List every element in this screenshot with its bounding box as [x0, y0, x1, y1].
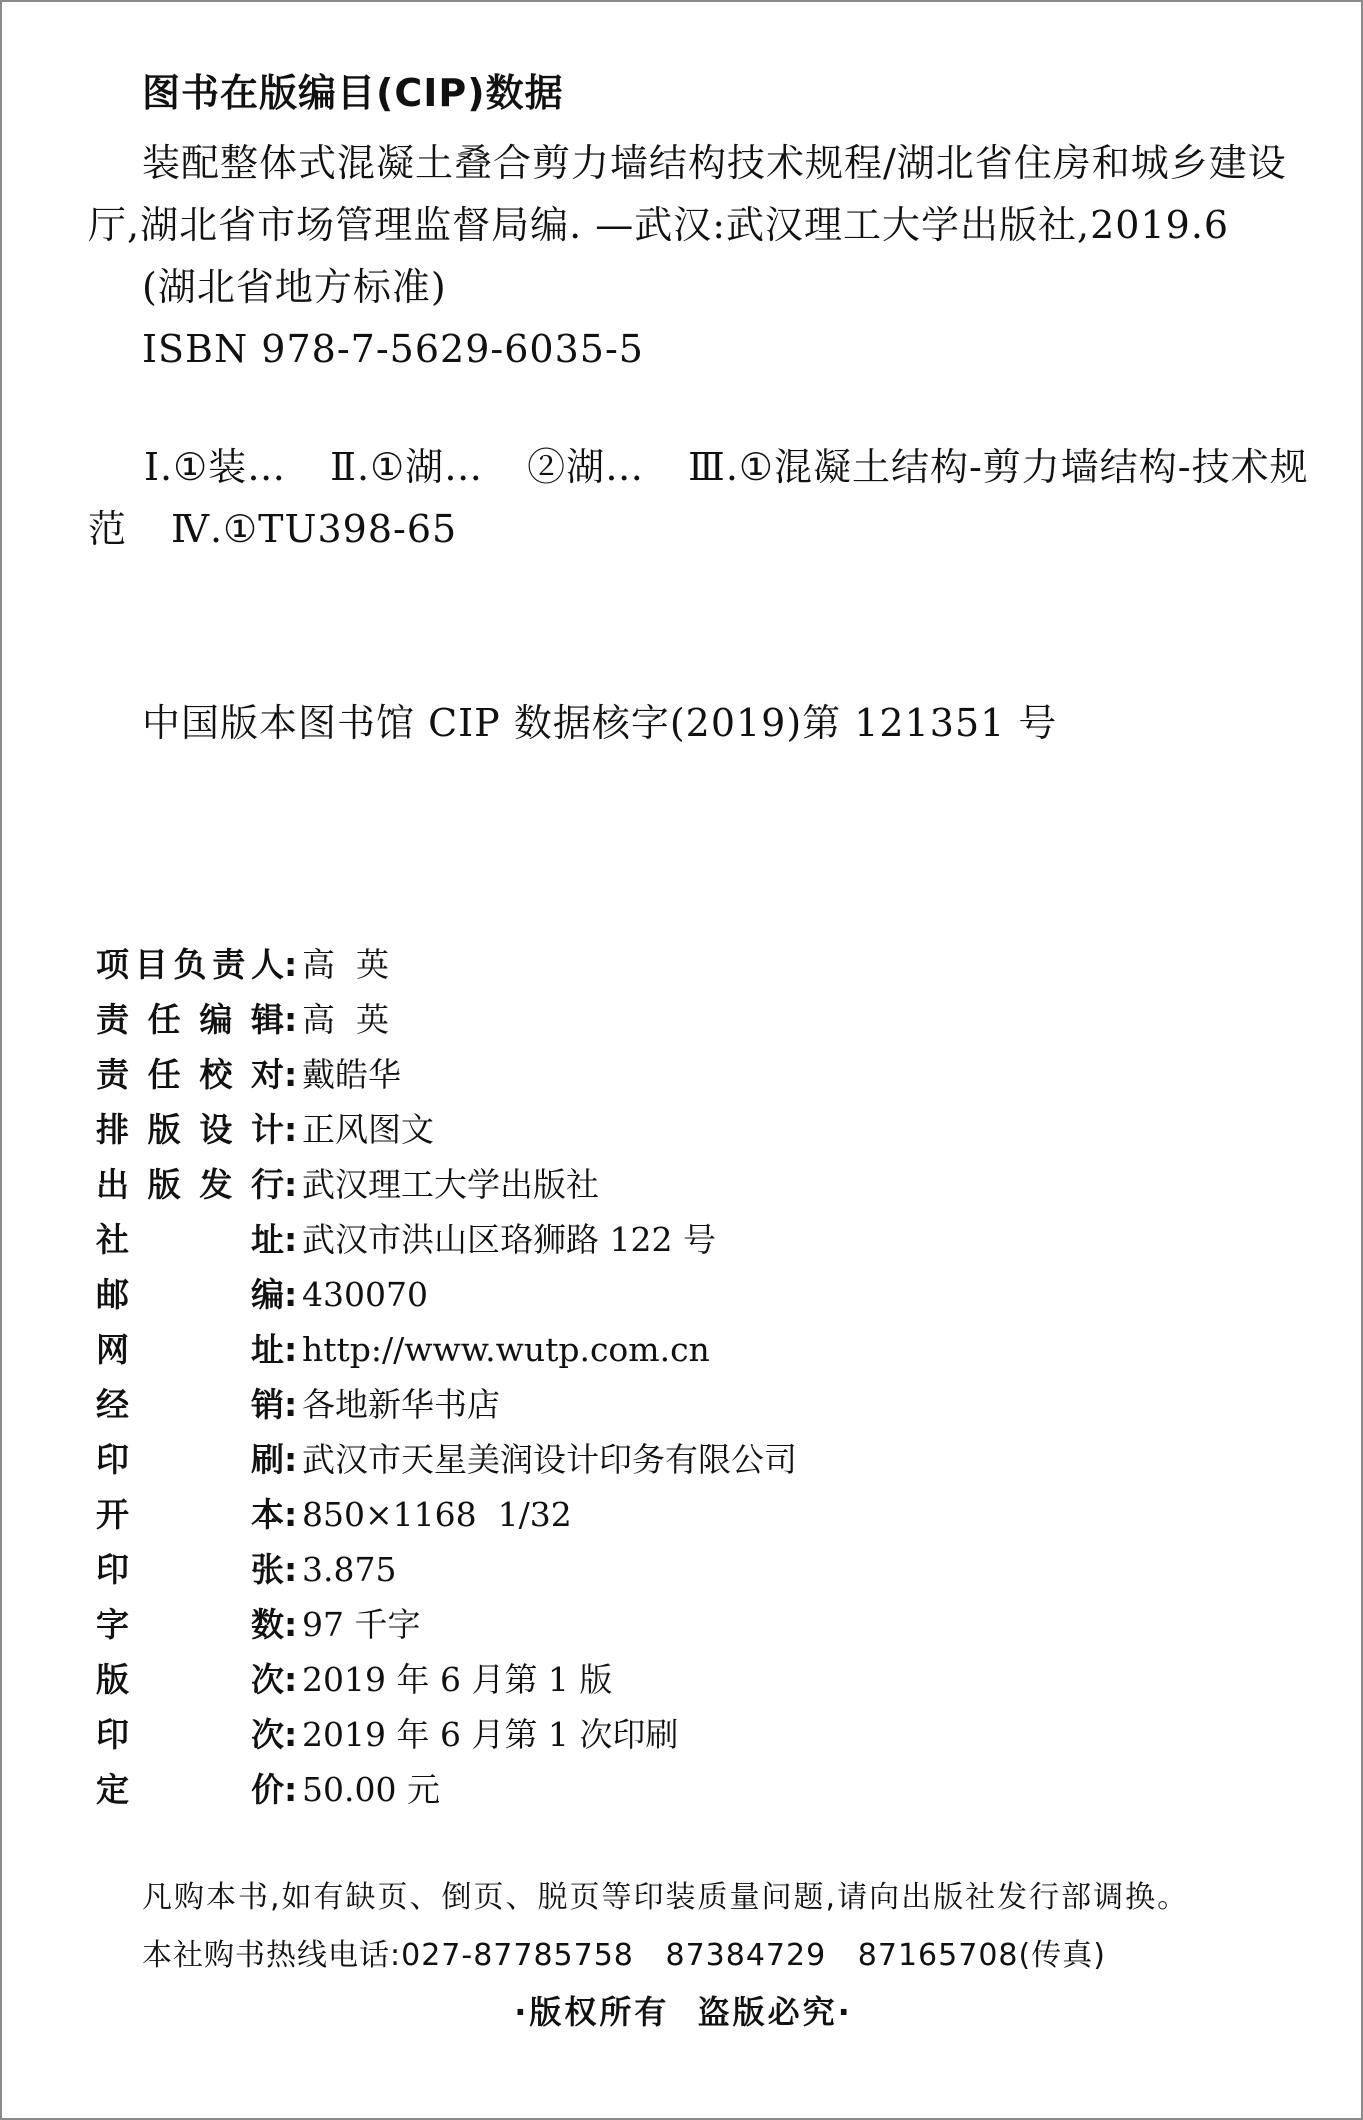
credit-colon: :: [284, 1110, 298, 1149]
credit-row: [96, 1047, 1296, 1102]
credit-value: 97 千字: [302, 1605, 421, 1644]
credit-label-char: 编: [199, 1000, 233, 1039]
credit-colon: :: [284, 1220, 298, 1259]
credit-label-char: 印: [96, 1550, 129, 1589]
credit-label-char: 项: [96, 945, 129, 984]
credit-label-char: 校: [199, 1055, 233, 1094]
credit-row: [96, 1487, 1296, 1542]
credit-label: [96, 1487, 284, 1542]
credit-value: 各地新华书店: [302, 1385, 500, 1424]
cip-isbn: ISBN 978-7-5629-6035-5: [142, 327, 644, 371]
credit-label-char: 任: [147, 1055, 181, 1094]
credit-label: [96, 992, 284, 1047]
credit-label-char: 网: [96, 1330, 129, 1369]
credit-row: [96, 1212, 1296, 1267]
credit-label-char: 字: [96, 1605, 129, 1644]
credit-value: 3.875: [302, 1550, 397, 1589]
classification-item: ②湖…: [527, 445, 645, 489]
credit-colon: :: [284, 1550, 298, 1589]
credit-label-char: 张: [251, 1550, 284, 1589]
credit-label-char: 版: [96, 1660, 129, 1699]
credit-colon: :: [284, 1385, 298, 1424]
credit-label-char: 址: [251, 1220, 284, 1259]
credit-label-char: 价: [251, 1770, 284, 1809]
credit-label: [96, 1652, 284, 1707]
credit-value: 武汉市洪山区珞狮路 122 号: [302, 1220, 716, 1259]
copyright-notice: ·版权所有 盗版必究·: [514, 1993, 853, 2031]
credit-value: 850×1168 1/32: [302, 1495, 572, 1534]
credit-label-char: 数: [251, 1605, 284, 1644]
credit-label-char: 开: [96, 1495, 129, 1534]
cip-heading: 图书在版编目(CIP)数据: [142, 71, 564, 115]
credit-row: [96, 1597, 1296, 1652]
credit-label-char: 次: [251, 1715, 284, 1754]
credit-label-char: 负: [173, 945, 207, 984]
credit-colon: :: [284, 945, 298, 984]
credit-row: [96, 937, 1296, 992]
credit-label-char: 设: [199, 1110, 233, 1149]
quality-notice: 凡购本书,如有缺页、倒页、脱页等印装质量问题,请向出版社发行部调换。: [142, 1880, 1190, 1915]
credit-label: [96, 1157, 284, 1212]
credit-colon: :: [284, 1330, 298, 1369]
credit-colon: :: [284, 1715, 298, 1754]
credit-row: [96, 1267, 1296, 1322]
credit-label-char: 版: [147, 1165, 181, 1204]
credit-value: 2019 年 6 月第 1 版: [302, 1660, 613, 1699]
credit-row: [96, 1542, 1296, 1597]
credit-label-char: 目: [134, 945, 168, 984]
credit-colon: :: [284, 1440, 298, 1479]
credit-label: [96, 1212, 284, 1267]
credit-row: [96, 1102, 1296, 1157]
credit-label-char: 印: [96, 1440, 129, 1479]
cip-classification: [88, 436, 1338, 560]
credit-row: [96, 1377, 1296, 1432]
cip-series: (湖北省地方标准): [142, 265, 447, 309]
credits-table: [96, 937, 1296, 1817]
credit-value: 50.00 元: [302, 1770, 440, 1809]
credit-value: 高 英: [302, 945, 389, 984]
credit-colon: :: [284, 1165, 298, 1204]
credit-value: 武汉市天星美润设计印务有限公司: [302, 1440, 797, 1479]
credit-label-char: 出: [96, 1165, 129, 1204]
credit-label: [96, 1542, 284, 1597]
credit-value: 正风图文: [302, 1110, 434, 1149]
credit-label: [96, 1102, 284, 1157]
credit-colon: :: [284, 1605, 298, 1644]
credit-label: [96, 1432, 284, 1487]
credit-label-char: 对: [250, 1055, 284, 1094]
credit-label-char: 印: [96, 1715, 129, 1754]
credit-value: 2019 年 6 月第 1 次印刷: [302, 1715, 679, 1754]
credit-label: [96, 1377, 284, 1432]
credit-row: [96, 1157, 1296, 1212]
credit-row: [96, 1707, 1296, 1762]
credit-label-char: 责: [212, 945, 246, 984]
credit-label: [96, 1047, 284, 1102]
credit-row: [96, 1652, 1296, 1707]
credit-label-char: 发: [199, 1165, 233, 1204]
classification-item: Ⅲ.①混凝土结构-剪力墙结构-技术规范: [88, 445, 1309, 551]
credit-label-char: 址: [251, 1330, 284, 1369]
credit-value: 430070: [302, 1275, 428, 1314]
credit-label: [96, 1322, 284, 1377]
credit-label: [96, 937, 284, 992]
classification-item: Ⅳ.①TU398-65: [171, 507, 458, 551]
credit-label-char: 计: [250, 1110, 284, 1149]
credit-label-char: 邮: [96, 1275, 129, 1314]
credit-label-char: 版: [147, 1110, 181, 1149]
credit-value: 武汉理工大学出版社: [302, 1165, 599, 1204]
credit-label-char: 人: [251, 945, 284, 984]
credit-label-char: 定: [96, 1770, 129, 1809]
credit-colon: :: [284, 1770, 298, 1809]
credit-label-char: 排: [96, 1110, 129, 1149]
credit-label-char: 责: [96, 1000, 129, 1039]
cip-title-line: 装配整体式混凝土叠合剪力墙结构技术规程/湖北省住房和城乡建设厅,湖北省市场管理监督局编. —武汉:武汉理工大学出版社,2019.6: [88, 141, 1287, 247]
credit-label-char: 编: [251, 1275, 284, 1314]
credit-label: [96, 1267, 284, 1322]
classification-item: Ⅰ.①装…: [144, 445, 287, 489]
credit-colon: :: [284, 1660, 298, 1699]
credit-label-char: 销: [251, 1385, 284, 1424]
credit-label-char: 行: [250, 1165, 284, 1204]
credit-colon: :: [284, 1495, 298, 1534]
credit-label-char: 责: [96, 1055, 129, 1094]
credit-row: [96, 992, 1296, 1047]
hotline: 本社购书热线电话:027-87785758 87384729 87165708(传真): [142, 1938, 1106, 1973]
credit-colon: :: [284, 1055, 298, 1094]
credit-row: [96, 1322, 1296, 1377]
credit-colon: :: [284, 1275, 298, 1314]
credit-label-char: 任: [147, 1000, 181, 1039]
credit-row: [96, 1432, 1296, 1487]
credit-value: 高 英: [302, 1000, 389, 1039]
credit-value: http://www.wutp.com.cn: [302, 1330, 710, 1369]
credit-row: [96, 1762, 1296, 1817]
credit-value: 戴皓华: [302, 1055, 401, 1094]
cip-record: [88, 132, 1338, 560]
credit-colon: :: [284, 1000, 298, 1039]
credit-label-char: 刷: [251, 1440, 284, 1479]
credit-label-char: 社: [96, 1220, 129, 1259]
classification-item: Ⅱ.①湖…: [330, 445, 484, 489]
credit-label-char: 辑: [250, 1000, 284, 1039]
credit-label: [96, 1597, 284, 1652]
credit-label: [96, 1762, 284, 1817]
spacer: [88, 380, 1338, 436]
credit-label-char: 本: [251, 1495, 284, 1534]
cip-verify-number: 中国版本图书馆 CIP 数据核字(2019)第 121351 号: [142, 701, 1058, 745]
credit-label-char: 经: [96, 1385, 129, 1424]
credit-label-char: 次: [251, 1660, 284, 1699]
credit-label: [96, 1707, 284, 1762]
